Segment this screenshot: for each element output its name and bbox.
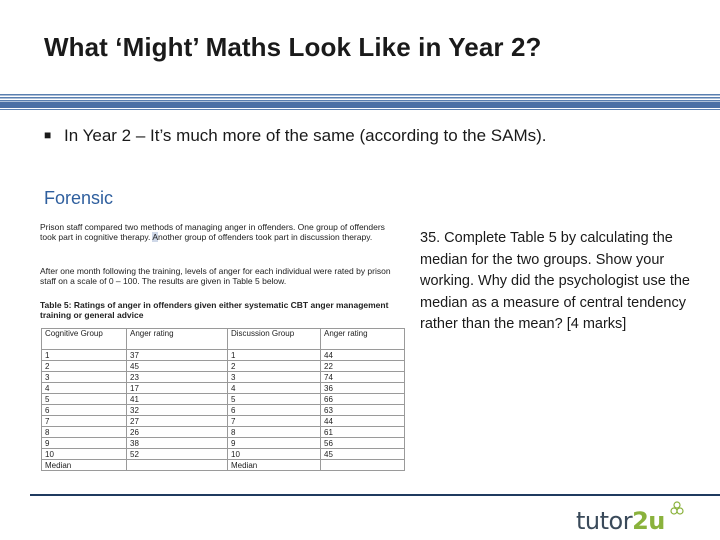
cell: 38 <box>127 438 228 449</box>
table-row <box>42 449 405 460</box>
cell: 37 <box>127 350 228 361</box>
cell: 44 <box>321 350 405 361</box>
cell: 2 <box>228 361 321 372</box>
table-row <box>42 372 405 383</box>
cell: 9 <box>228 438 321 449</box>
bullet-point <box>44 126 547 146</box>
table-row <box>42 438 405 449</box>
cell: 32 <box>127 405 228 416</box>
col-header-discussion-group: Discussion Group <box>228 329 321 350</box>
median-label-cognitive: Median <box>42 460 127 471</box>
cell: 52 <box>127 449 228 460</box>
median-row <box>42 460 405 471</box>
table-row <box>42 427 405 438</box>
scan-highlight: A <box>152 232 158 242</box>
scan-intro-b: nother group of offenders took part in discussion therapy. <box>157 232 373 242</box>
cell: 6 <box>42 405 127 416</box>
cell: 7 <box>42 416 127 427</box>
median-value-cognitive <box>127 460 228 471</box>
median-label-discussion: Median <box>228 460 321 471</box>
cell: 5 <box>42 394 127 405</box>
cell: 41 <box>127 394 228 405</box>
cell: 27 <box>127 416 228 427</box>
cell: 10 <box>228 449 321 460</box>
cell: 56 <box>321 438 405 449</box>
cell: 1 <box>228 350 321 361</box>
leaf-icon <box>669 500 685 518</box>
col-header-anger-rating-1: Anger rating <box>127 329 228 350</box>
cell: 45 <box>127 361 228 372</box>
logo-text-2u: 2u <box>632 507 665 535</box>
cell: 5 <box>228 394 321 405</box>
table-header-row <box>42 329 405 350</box>
cell: 2 <box>42 361 127 372</box>
cell: 9 <box>42 438 127 449</box>
cell: 66 <box>321 394 405 405</box>
table-row <box>42 383 405 394</box>
scan-method-paragraph: After one month following the training, levels of anger for each individual were rated by prison staff on a scale of 0 – 100. The results are given in Table 5 below. <box>40 266 391 286</box>
cell: 74 <box>321 372 405 383</box>
table-row <box>42 350 405 361</box>
cell: 4 <box>228 383 321 394</box>
cell: 6 <box>228 405 321 416</box>
table-row <box>42 394 405 405</box>
cell: 61 <box>321 427 405 438</box>
median-value-discussion <box>321 460 405 471</box>
question-text: 35. Complete Table 5 by calculating the median for the two groups. Show your working. Why did the psychologist use the median as a measure of central tendency rather than the mean? [4 marks] <box>420 230 690 332</box>
cell: 8 <box>42 427 127 438</box>
table-row <box>42 416 405 427</box>
section-heading: Forensic <box>44 188 114 208</box>
footer-divider <box>30 494 720 496</box>
logo-text-tutor: tutor <box>576 507 633 535</box>
cell: 63 <box>321 405 405 416</box>
header-stripe-bar <box>0 102 720 108</box>
table-caption: Table 5: Ratings of anger in offenders given either systematic CBT anger management training or general advice <box>40 300 389 320</box>
anger-ratings-table <box>41 328 405 471</box>
cell: 26 <box>127 427 228 438</box>
bullet-text: In Year 2 – It’s much more of the same (according to the SAMs). <box>64 126 547 145</box>
cell: 3 <box>228 372 321 383</box>
cell: 3 <box>42 372 127 383</box>
scan-intro-paragraph <box>40 222 400 242</box>
scan-intro-a: Prison staff compared two methods of managing anger in offenders. One group of offenders took part in cognitive therapy. <box>40 222 385 242</box>
cell: 7 <box>228 416 321 427</box>
cell: 45 <box>321 449 405 460</box>
col-header-anger-rating-2: Anger rating <box>321 329 405 350</box>
cell: 8 <box>228 427 321 438</box>
col-header-cognitive-group: Cognitive Group <box>42 329 127 350</box>
cell: 17 <box>127 383 228 394</box>
table-row <box>42 405 405 416</box>
square-bullet-icon: ■ <box>44 128 52 142</box>
cell: 44 <box>321 416 405 427</box>
slide-title: What ‘Might’ Maths Look Like in Year 2? <box>44 32 542 62</box>
cell: 4 <box>42 383 127 394</box>
exam-question-scan <box>38 218 406 480</box>
tutor2u-logo <box>576 507 665 535</box>
cell: 10 <box>42 449 127 460</box>
cell: 1 <box>42 350 127 361</box>
table-row <box>42 361 405 372</box>
cell: 23 <box>127 372 228 383</box>
cell: 36 <box>321 383 405 394</box>
cell: 22 <box>321 361 405 372</box>
